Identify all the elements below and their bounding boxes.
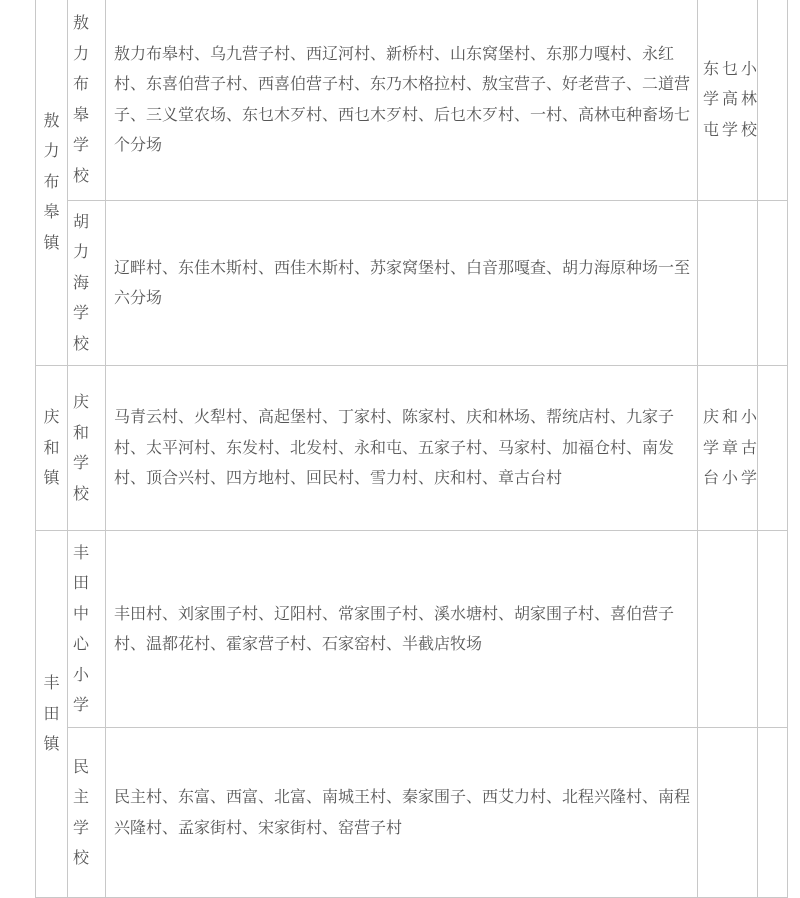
table-row [36, 531, 788, 728]
town-name: 庆和镇 [43, 407, 60, 488]
villages-cell: 辽畔村、东佳木斯村、西佳木斯村、苏家窝堡村、白音那嘎查、胡力海原种场一至六分场 [106, 201, 698, 366]
table-row [36, 201, 788, 366]
school-cell [68, 531, 106, 728]
school-name: 庆和学校 [73, 392, 90, 503]
town-cell [36, 366, 68, 531]
other-schools-cell [698, 728, 758, 898]
school-name: 民主学校 [73, 756, 90, 867]
school-name: 丰田中心小学 [73, 542, 90, 714]
table-row [36, 728, 788, 898]
other-schools-cell [698, 531, 758, 728]
other-schools-cell: 东乜小学高林屯学校 [698, 0, 758, 201]
town-name: 丰田镇 [43, 673, 60, 754]
town-cell [36, 0, 68, 366]
empty-cell [758, 366, 788, 531]
school-cell [68, 366, 106, 531]
table-row [36, 0, 788, 201]
school-name: 敖力布皋学校 [73, 13, 90, 185]
town-cell [36, 531, 68, 898]
villages-cell: 民主村、东富、西富、北富、南城王村、秦家围子、西艾力村、北程兴隆村、南程兴隆村、孟家街村、宋家街村、窑营子村 [106, 728, 698, 898]
empty-cell [758, 0, 788, 201]
school-cell [68, 728, 106, 898]
school-cell [68, 0, 106, 201]
school-district-table [35, 0, 788, 898]
villages-cell: 马青云村、火犁村、高起堡村、丁家村、陈家村、庆和林场、帮统店村、九家子村、太平河村、东发村、北发村、永和屯、五家子村、马家村、加福仓村、南发村、顶合兴村、四方地村、回民村、雪力村、庆和村、章古台村 [106, 366, 698, 531]
empty-cell [758, 531, 788, 728]
empty-cell [758, 728, 788, 898]
villages-cell: 敖力布皋村、乌九营子村、西辽河村、新桥村、山东窝堡村、东那力嘎村、永红村、东喜伯营子村、西喜伯营子村、东乃木格拉村、敖宝营子、好老营子、二道营子、三义堂农场、东乜木歹村、西乜木歹村、后乜木歹村、一村、高林屯种畜场七个分场 [106, 0, 698, 201]
other-schools-cell [698, 201, 758, 366]
other-schools-cell: 庆和小学章古台小学 [698, 366, 758, 531]
school-cell [68, 201, 106, 366]
empty-cell [758, 201, 788, 366]
table-row [36, 366, 788, 531]
villages-cell: 丰田村、刘家围子村、辽阳村、常家围子村、溪水塘村、胡家围子村、喜伯营子村、温都花村、霍家营子村、石家窑村、半截店牧场 [106, 531, 698, 728]
school-name: 胡力海学校 [73, 211, 90, 353]
town-name: 敖力布皋镇 [43, 110, 60, 252]
